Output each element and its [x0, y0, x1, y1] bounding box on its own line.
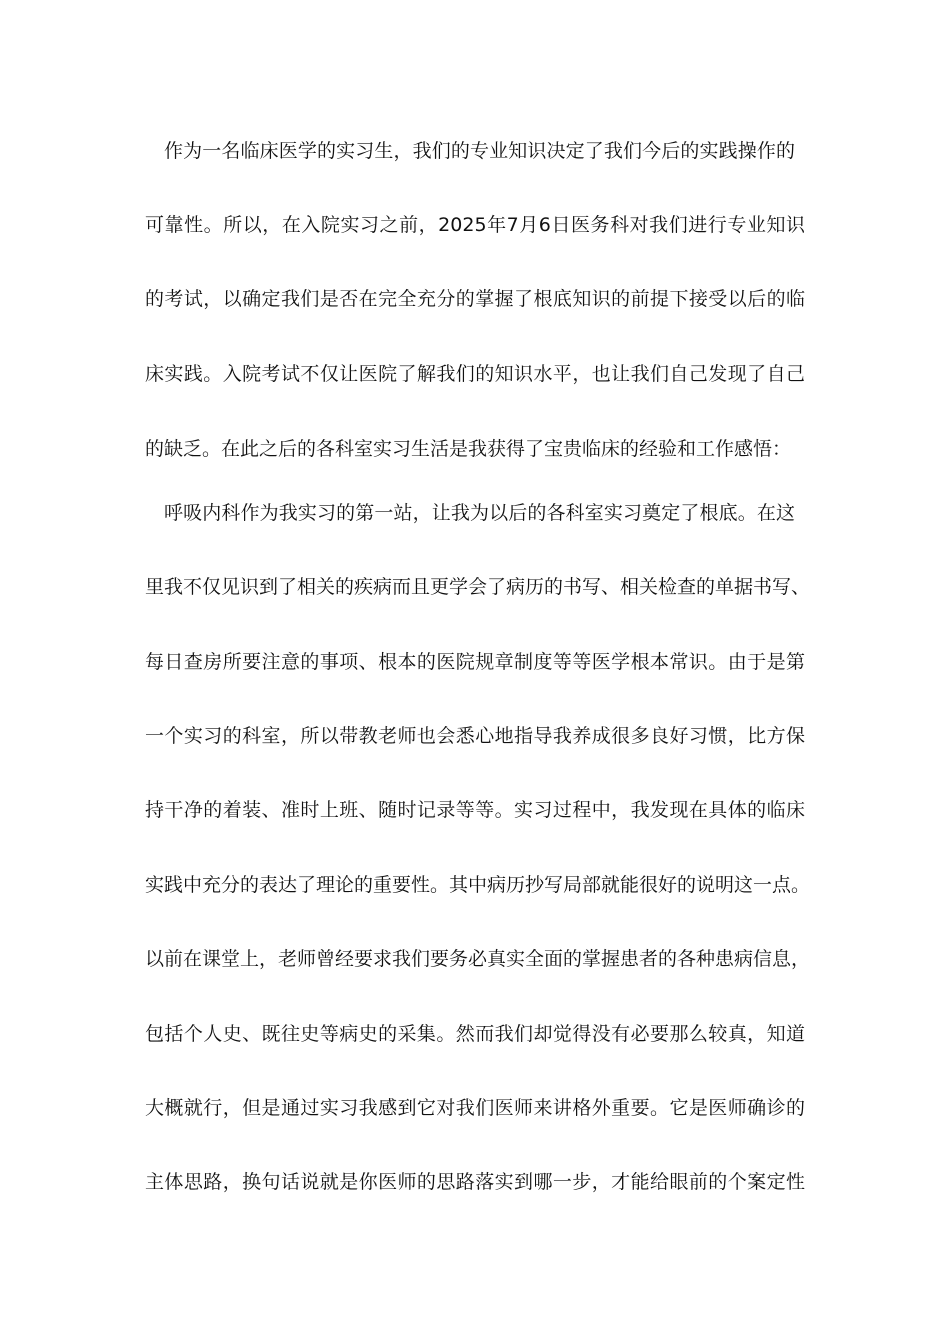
paragraph-2-line-7: 以前在课堂上，老师曾经要求我们要务必真实全面的掌握患者的各种患病信息， — [145, 948, 811, 970]
paragraph-2-line-6: 实践中充分的表达了理论的重要性。其中病历抄写局部就能很好的说明这一点。 — [145, 874, 811, 896]
paragraph-2-line-1: 呼吸内科作为我实习的第一站，让我为以后的各科室实习奠定了根底。在这 — [164, 502, 795, 524]
paragraph-2-line-9: 大概就行，但是通过实习我感到它对我们医师来讲格外重要。它是医师确诊的 — [145, 1097, 805, 1119]
paragraph-1-line-3: 的考试，以确定我们是否在完全充分的掌握了根底知识的前提下接受以后的临 — [145, 288, 805, 310]
paragraph-1-line-5: 的缺乏。在此之后的各科室实习生活是我获得了宝贵临床的经验和工作感悟： — [145, 438, 792, 460]
paragraph-2-line-2: 里我不仅见识到了相关的疾病而且更学会了病历的书写、相关检查的单据书写、 — [145, 576, 811, 598]
paragraph-1-line-1: 作为一名临床医学的实习生，我们的专业知识决定了我们今后的实践操作的 — [164, 140, 795, 162]
paragraph-2-line-3: 每日查房所要注意的事项、根本的医院规章制度等等医学根本常识。由于是第 — [145, 651, 805, 673]
paragraph-1-line-4: 床实践。入院考试不仅让医院了解我们的知识水平，也让我们自己发现了自己 — [145, 363, 805, 385]
paragraph-2-line-10: 主体思路，换句话说就是你医师的思路落实到哪一步，才能给眼前的个案定性 — [145, 1171, 805, 1193]
paragraph-2-line-4: 一个实习的科室，所以带教老师也会悉心地指导我养成很多良好习惯，比方保 — [145, 725, 805, 747]
paragraph-1-line-2: 可靠性。所以，在入院实习之前，2025年7月6日医务科对我们进行专业知识 — [145, 214, 805, 236]
paragraph-2-line-5: 持干净的着装、准时上班、随时记录等等。实习过程中，我发现在具体的临床 — [145, 799, 805, 821]
paragraph-2-line-8: 包括个人史、既往史等病史的采集。然而我们却觉得没有必要那么较真，知道 — [145, 1023, 805, 1045]
